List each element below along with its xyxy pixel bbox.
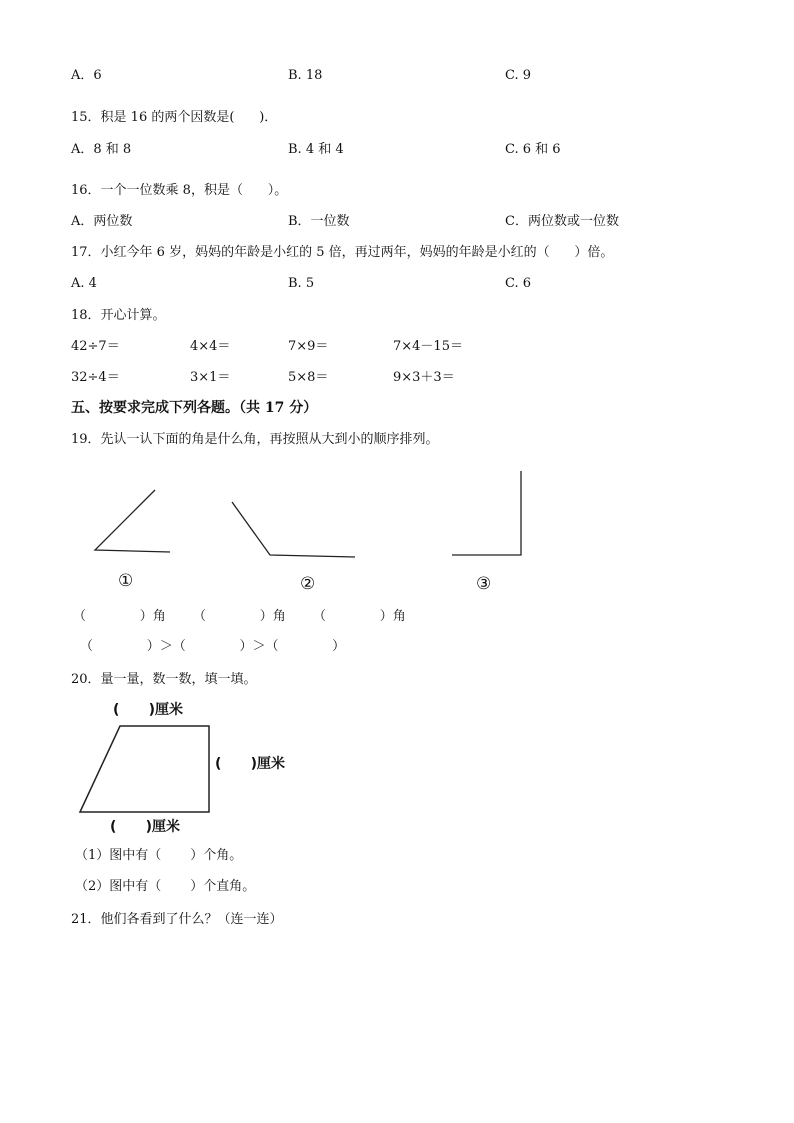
q18-stem: 18．开心计算。 (71, 308, 166, 323)
section-heading: 五、按要求完成下列各题。（共 17 分） (71, 400, 318, 416)
obtuse-angle-2 (232, 502, 355, 557)
q21-stem: 21．他们各看到了什么？（连一连） (71, 912, 283, 927)
trapezoid-right-length-blank[interactable]: ( )厘米 (215, 756, 286, 772)
q18-calc-r1c3: 7×9＝ (288, 339, 329, 354)
angle-label-3: ③ (476, 574, 492, 594)
q16-stem: 16．一个一位数乘 8，积是（ ）。 (71, 183, 288, 198)
q19-answer-blank-2[interactable]: （ ）角 (193, 609, 286, 624)
q15-option-a: A．8 和 8 (71, 142, 132, 157)
q18-calc-r2c4: 9×3＋3＝ (393, 370, 455, 385)
q14-option-a: A．6 (71, 68, 102, 83)
q18-calc-r1c4: 7×4－15＝ (393, 339, 463, 354)
trapezoid-figure (80, 726, 209, 812)
right-angle-3 (452, 471, 521, 555)
angle-label-1: ① (118, 571, 134, 591)
q15-option-b: B. 4 和 4 (288, 142, 344, 157)
q16-option-a: A．两位数 (71, 214, 133, 229)
trapezoid-top-length-blank[interactable]: ( )厘米 (113, 702, 184, 718)
acute-angle-1 (95, 490, 170, 552)
q19-answer-blank-3[interactable]: （ ）角 (313, 609, 406, 624)
q15-stem: 15．积是 16 的两个因数是( )． (71, 110, 278, 125)
q14-option-c: C. 9 (505, 68, 532, 83)
q20-sub-question-2: （2）图中有（ ）个直角。 (75, 879, 256, 894)
q19-order-blanks[interactable]: （ ）＞（ ）＞（ ） (80, 639, 346, 654)
q19-stem: 19．先认一认下面的角是什么角，再按照从大到小的顺序排列。 (71, 432, 439, 447)
angle-label-2: ② (300, 574, 316, 594)
q16-option-c: C．两位数或一位数 (505, 214, 619, 229)
q15-option-c: C. 6 和 6 (505, 142, 561, 157)
q18-calc-r1c2: 4×4＝ (190, 339, 231, 354)
q18-calc-r2c2: 3×1＝ (190, 370, 231, 385)
q17-option-c: C. 6 (505, 276, 532, 291)
q18-calc-r2c3: 5×8＝ (288, 370, 329, 385)
q20-stem: 20．量一量，数一数，填一填。 (71, 672, 257, 687)
q18-calc-r2c1: 32÷4＝ (71, 370, 120, 385)
q18-calc-r1c1: 42÷7＝ (71, 339, 120, 354)
q17-stem: 17．小红今年 6 岁，妈妈的年龄是小红的 5 倍，再过两年，妈妈的年龄是小红的（ ）倍。 (71, 245, 614, 260)
trapezoid-bottom-length-blank[interactable]: ( )厘米 (110, 819, 181, 835)
q19-answer-blank-1[interactable]: （ ）角 (73, 609, 166, 624)
q14-option-b: B. 18 (288, 68, 323, 83)
q17-option-a: A. 4 (71, 276, 97, 291)
q17-option-b: B. 5 (288, 276, 315, 291)
q20-sub-question-1: （1）图中有（ ）个角。 (75, 848, 243, 863)
q16-option-b: B．一位数 (288, 214, 350, 229)
